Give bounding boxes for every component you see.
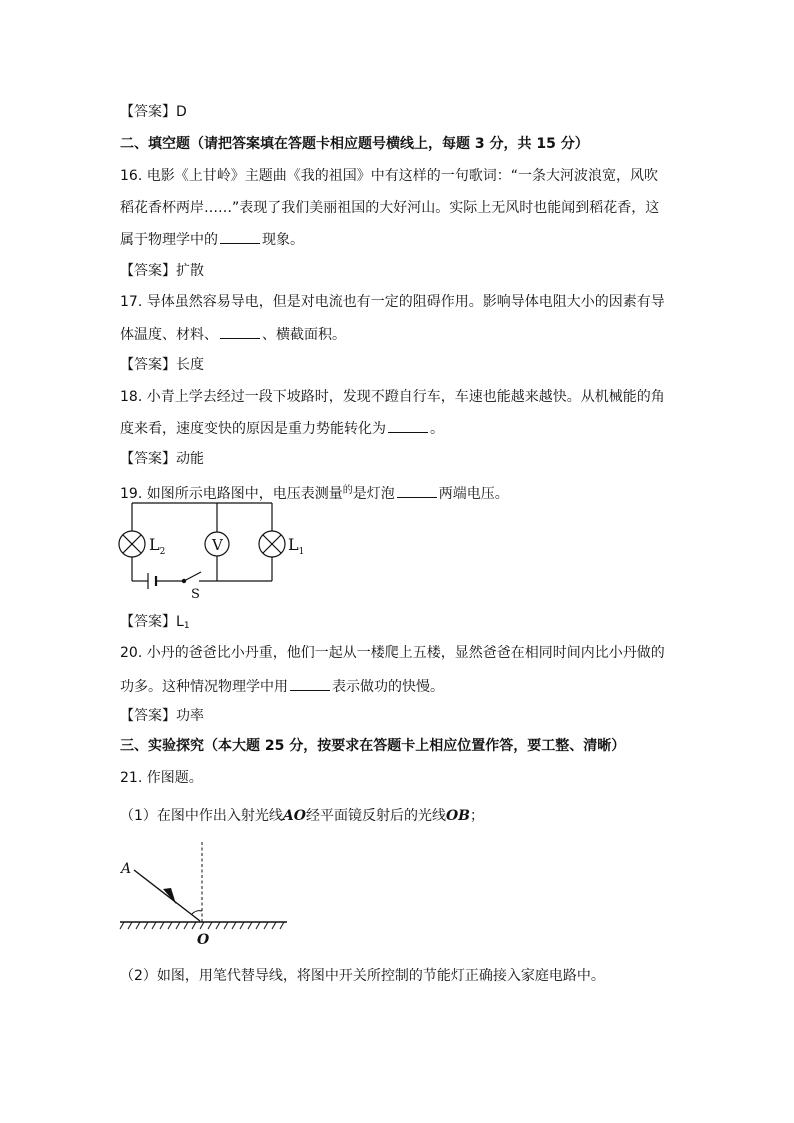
- answer-16: 【答案】扩散: [120, 263, 204, 279]
- point-o-label: O: [197, 932, 210, 948]
- angle-arc: [192, 911, 202, 914]
- q16-line-1: 16. 电影《上甘岭》主题曲《我的祖国》中有这样的一句歌词：“一条大河波浪宽，风吹: [120, 168, 658, 184]
- answer-20: 【答案】功率: [120, 708, 204, 724]
- q18-text-b: 。: [430, 421, 444, 437]
- q21-1-text-a: （1）在图中作出入射光线: [120, 808, 283, 824]
- q19-blank[interactable]: [397, 483, 437, 498]
- q19-text-c: 两端电压。: [438, 486, 509, 502]
- ray-ao-symbol: AO: [282, 808, 306, 824]
- section-2-heading: 二、填空题（请把答案填在答题卡相应题号横线上，每题 3 分，共 15 分）: [120, 136, 589, 152]
- q17-line-2: [120, 324, 346, 345]
- q17-text-a: 体温度、材料、: [120, 327, 218, 343]
- q18-blank[interactable]: [388, 418, 428, 433]
- lamp-l2-label: $L_2$: [149, 535, 166, 557]
- q21-1-text-b: 经平面镜反射后的光线: [305, 808, 446, 824]
- incident-ray: [134, 870, 200, 921]
- answer-19-subscript: 1: [183, 621, 190, 631]
- circuit-diagram: [115, 500, 305, 602]
- q21-part-2: （2）如图，用笔代替导线，将图中开关所控制的节能灯正确接入家庭电路中。: [120, 968, 605, 984]
- arrow-head-icon: [163, 888, 176, 904]
- switch-icon: [182, 572, 201, 583]
- q16-blank[interactable]: [220, 229, 260, 244]
- q20-text-b: 表示做功的快慢。: [332, 679, 444, 695]
- lamp-l1-icon: [259, 531, 285, 557]
- q17-line-1: 17. 导体虽然容易导电，但是对电流也有一定的阻碍作用。影响导体电阻大小的因素有导: [120, 294, 665, 310]
- mirror-diagram: [115, 838, 295, 950]
- q16-line-3: [120, 229, 304, 250]
- voltmeter-label: V: [212, 536, 223, 554]
- q20-line-2: [120, 676, 444, 697]
- q16-text-b: 现象。: [262, 232, 304, 248]
- q18-text-a: 度来看，速度变快的原因是重力势能转化为: [120, 421, 386, 437]
- q20-line-1: 20. 小丹的爸爸比小丹重，他们一起从一楼爬上五楼，显然爸爸在相同时间内比小丹做的: [120, 645, 665, 661]
- q19-char-de: 的: [342, 485, 353, 496]
- answer-15: 【答案】D: [120, 104, 187, 120]
- q20-text-a: 功多。这种情况物理学中用: [120, 679, 288, 695]
- q21-title: 21. 作图题。: [120, 770, 203, 786]
- answer-18: 【答案】动能: [120, 451, 204, 467]
- answer-17: 【答案】长度: [120, 357, 204, 373]
- q16-line-2: 稻花香杯两岸……”表现了我们美丽祖国的大好河山。实际上无风时也能闻到稻花香，这: [120, 200, 660, 216]
- mirror-hatching: [120, 922, 284, 929]
- battery-icon: [148, 573, 156, 589]
- q18-line-1: 18. 小青上学去经过一段下坡路时，发现不蹬自行车，车速也能越来越快。从机械能的角: [120, 389, 665, 405]
- ray-ob-symbol: OB: [445, 808, 471, 824]
- q18-line-2: [120, 418, 444, 439]
- q19-text-b: 是灯泡: [352, 486, 395, 502]
- section-3-heading: 三、实验探究（本大题 25 分，按要求在答题卡上相应位置作答，要工整、清晰）: [120, 738, 626, 754]
- q21-1-text-c: ；: [470, 808, 485, 824]
- q17-text-b: 、横截面积。: [262, 327, 346, 343]
- point-a-label: A: [121, 861, 132, 877]
- answer-19: [120, 612, 190, 636]
- answer-19-text: 【答案】L: [120, 614, 184, 630]
- switch-label: S: [191, 587, 200, 602]
- q17-blank[interactable]: [220, 324, 260, 339]
- q19-text-a: 19. 如图所示电路图中，电压表测量: [120, 486, 343, 502]
- q20-blank[interactable]: [290, 676, 330, 691]
- lamp-l1-label: $L_1$: [288, 535, 305, 557]
- lamp-l2-icon: [119, 531, 145, 557]
- q16-text-a: 属于物理学中的: [120, 232, 218, 248]
- q21-part-1: [120, 806, 484, 826]
